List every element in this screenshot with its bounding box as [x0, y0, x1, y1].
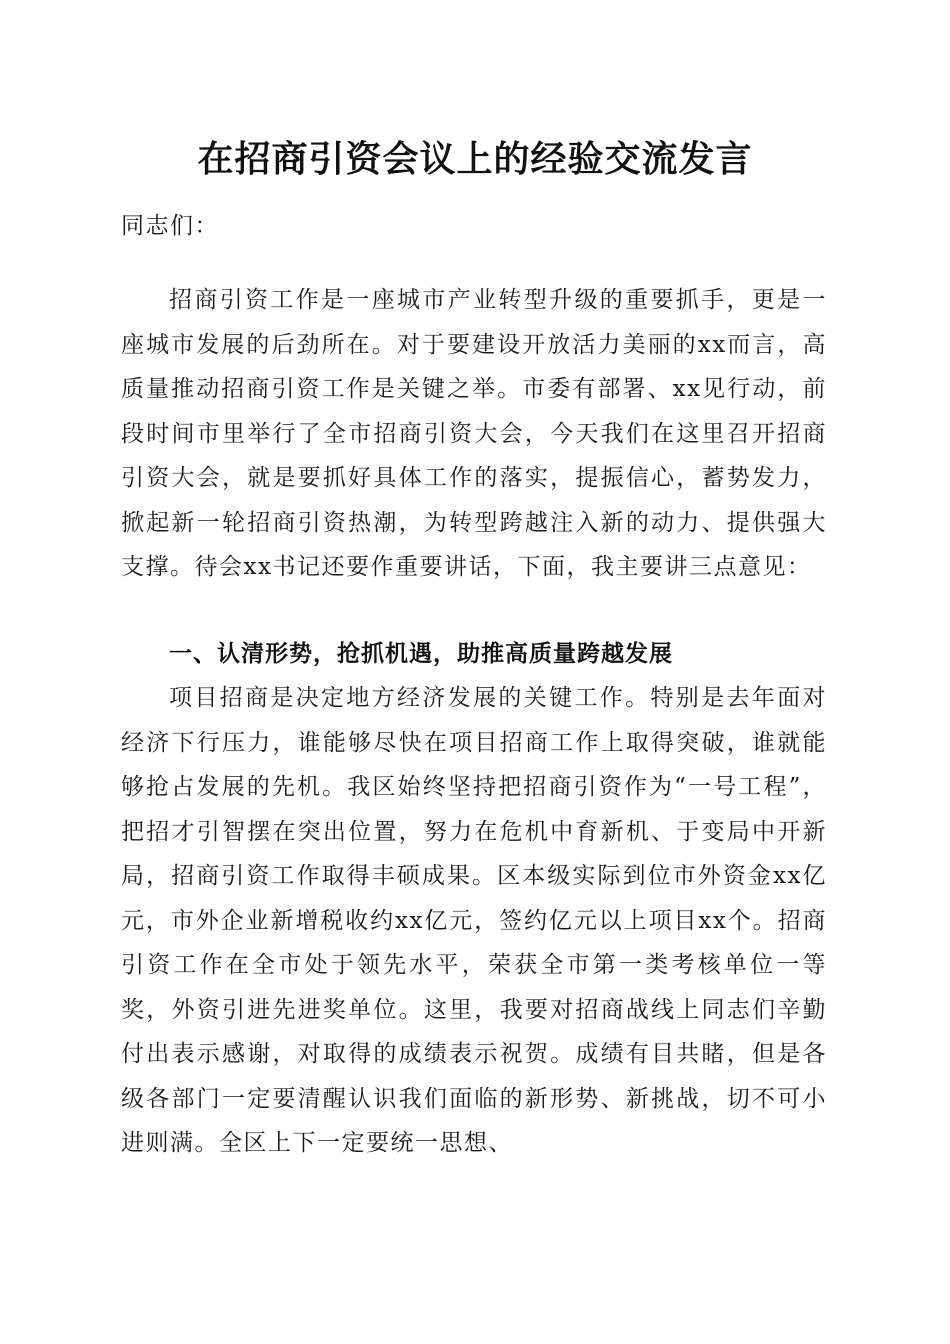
document-title: 在招商引资会议上的经验交流发言 — [197, 138, 753, 180]
paragraph-intro: 招商引资工作是一座城市产业转型升级的重要抓手，更是一座城市发展的后劲所在。对于要建设开放活力美丽的xx而言，高质量推动招商引资工作是关键之举。市委有部署、xx见行动，前段时间市里举行了全市招商引资大会，今天我们在这里召开招商引资大会，就是要抓好具体工作的落实，提振信心，蓄势发力，掀起新一轮招商引资热潮，为转型跨越注入新的动力、提供强大支撑。待会xx书记还要作重要讲话，下面，我主要讲三点意见： — [121, 287, 827, 580]
paragraph-body: 项目招商是决定地方经济发展的关键工作。特别是去年面对经济下行压力，谁能够尽快在项目招商工作上取得突破，谁就能够抢占发展的先机。我区始终坚持把招商引资作为“一号工程”，把招才引智摆在突出位置，努力在危机中育新机、于变局中开新局，招商引资工作取得丰硕成果。区本级实际到位市外资金xx亿元，市外企业新增税收约xx亿元，签约亿元以上项目xx个。招商引资工作在全市处于领先水平，荣获全市第一类考核单位一等奖，外资引进先进奖单位。这里，我要对招商战线上同志们辛勤付出表示感谢，对取得的成绩表示祝贺。成绩有目共睹，但是各级各部门一定要清醒认识我们面临的新形势、新挑战，切不可小进则满。全区上下一定要统一思想、 — [121, 685, 827, 1156]
section-heading: 一、认清形势，抢抓机遇，助推高质量跨越发展 — [169, 641, 673, 667]
salutation: 同志们： — [121, 213, 219, 239]
